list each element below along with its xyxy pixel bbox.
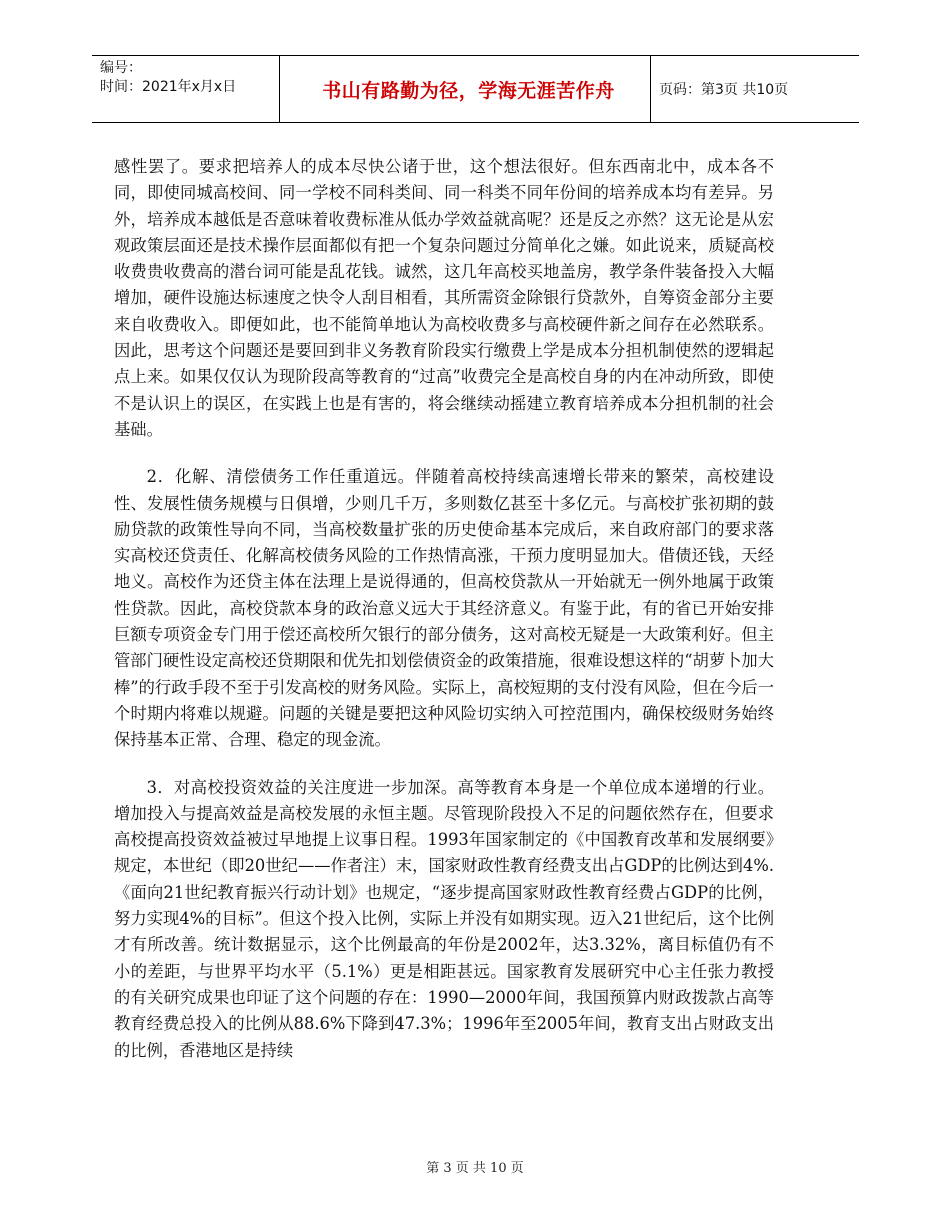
body-paragraph: 感性罢了。要求把培养人的成本尽快公诸于世，这个想法很好。但东西南北中，成本各不同，即使同城高校间、同一学校不同科类间、同一科类不同年份间的培养成本均有差异。另外，培养成本越低是否意味着收费标准从低办学效益就高呢？还是反之亦然？这无论是从宏观政策层面还是技术操作层面都似有把一个复杂问题过分简单化之嫌。如此说来，质疑高校收费贵收费高的潜台词可能是乱花钱。诚然，这几年高校买地盖房，教学条件装备投入大幅增加，硬件设施达标速度之快令人刮目相看，其所需资金除银行贷款外，自筹资金部分主要来自收费收入。即便如此，也不能简单地认为高校收费多与高校硬件新之间存在必然联系。因此，思考这个问题还是要回到非义务教育阶段实行缴费上学是成本分担机制使然的逻辑起点上来。如果仅仅认为现阶段高等教育的“过高”收费完全是高校自身的内在冲动所致，即使不是认识上的误区，在实践上也是有害的，将会继续动摇建立教育培养成本分担机制的社会基础。 <box>114 157 774 439</box>
header-left <box>100 59 236 97</box>
body-paragraph: 3．对高校投资效益的关注度进一步加深。高等教育本身是一个单位成本递增的行业。增加投入与提高效益是高校发展的永恒主题。尽管现阶段投入不足的问题依然存在，但要求高校提高投资效益被过早地提上议事日程。1993年国家制定的《中国教育改革和发展纲要》规定，本世纪（即20世纪——作者注）末，国家财政性教育经费支出占GDP的比例达到4%.《面向21世纪教育振兴行动计划》也规定，“逐步提高国家财政性教育经费占GDP的比例，努力实现4%的目标”。但这个投入比例，实际上并没有如期实现。迈入21世纪后，这个比例才有所改善。统计数据显示，这个比例最高的年份是2002年，达3.32%，离目标值仍有不小的差距，与世界平均水平（5.1%）更是相距甚远。国家教育发展研究中心主任张力教授的有关研究成果也印证了这个问题的存在：1990—2000年间，我国预算内财政拨款占高等教育经费总投入的比例从88.6%下降到47.3%；1996年至2005年间，教育支出占财政支出的比例，香港地区是持续 <box>114 777 774 1060</box>
body-paragraph: 2．化解、清偿债务工作任重道远。伴随着高校持续高速增长带来的繁荣，高校建设性、发展性债务规模与日俱增，少则几千万，多则数亿甚至十多亿元。与高校扩张初期的鼓励贷款的政策性导向不同，当高校数量扩张的历史使命基本完成后，来自政府部门的要求落实高校还贷责任、化解高校债务风险的工作热情高涨，干预力度明显加大。借债还钱，天经地义。高校作为还贷主体在法理上是说得通的，但高校贷款从一开始就无一例外地属于政策性贷款。因此，高校贷款本身的政治意义远大于其经济意义。有鉴于此，有的省已开始安排巨额专项资金专门用于偿还高校所欠银行的部分债务，这对高校无疑是一大政策利好。但主管部门硬性设定高校还贷期限和优先扣划偿债资金的政策措施，很难设想这样的“胡萝卜加大棒”的行政手段不至于引发高校的财务风险。实际上，高校短期的支付没有风险，但在今后一个时期内将难以规避。问题的关键是要把这种风险切实纳入可控范围内，确保校级财务始终保持基本正常、合理、稳定的现金流。 <box>114 467 774 750</box>
page-footer: 第 3 页 共 10 页 <box>426 1161 524 1176</box>
number-label: 编号： <box>100 60 142 76</box>
document-body <box>114 154 774 1085</box>
header-page-info: 页码：第3页 共10页 <box>659 82 789 98</box>
header-motto: 书山有路勤为径，学海无涯苦作舟 <box>322 79 615 102</box>
time-label: 时间：2021年x月x日 <box>100 79 237 95</box>
page-header <box>92 55 859 123</box>
header-divider <box>279 56 280 122</box>
header-divider <box>650 56 651 122</box>
